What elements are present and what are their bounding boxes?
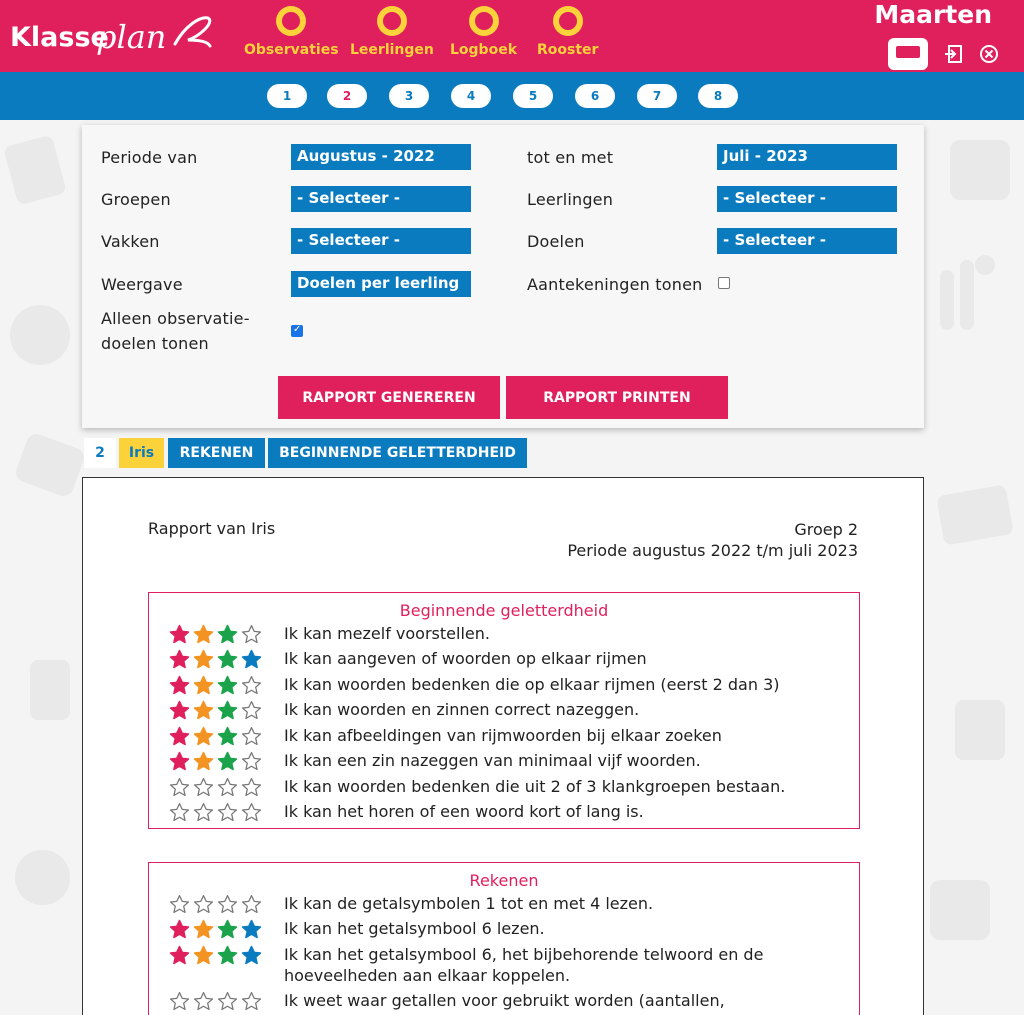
goal-row [169,699,834,721]
tab-rekenen[interactable]: REKENEN [168,438,265,468]
star-filled-icon [217,751,238,771]
star-rating [169,623,284,644]
goal-text: Ik kan het getalsymbool 6, het bijbehorende telwoord en de hoeveelheden aan elkaar koppelen. [284,945,764,985]
star-empty-icon [241,991,262,1011]
nav-label: Observaties [244,42,339,58]
leerlingen-select[interactable]: - Selecteer - [717,186,897,212]
star-empty-icon [217,991,238,1011]
leerlingen-label: Leerlingen [527,190,614,209]
target-icon [276,6,306,36]
print-report-button[interactable]: RAPPORT PRINTEN [506,376,728,419]
goal-text: Ik kan mezelf voorstellen. [284,624,490,643]
star-empty-icon [241,700,262,720]
star-empty-icon [217,802,238,822]
group-pill-6[interactable]: 6 [575,84,615,108]
star-rating [169,674,284,695]
group-pill-4[interactable]: 4 [451,84,491,108]
group-selector-bar [0,72,1024,120]
group-pill-5[interactable]: 5 [513,84,553,108]
schedule-icon [553,6,583,36]
report-meta [567,519,858,561]
report-filter-panel [82,125,924,428]
star-rating [169,990,284,1011]
section-title: Rekenen [469,871,539,890]
star-empty-icon [241,802,262,822]
doelen-select[interactable]: - Selecteer - [717,228,897,254]
goal-row [169,725,834,747]
observatie-checkbox[interactable] [291,325,303,337]
tab-group[interactable]: 2 [84,438,116,468]
star-rating [169,918,284,939]
nav-leerlingen[interactable] [350,6,434,58]
star-empty-icon [217,777,238,797]
star-filled-icon [193,649,214,669]
star-filled-icon [217,624,238,644]
star-rating [169,776,284,797]
report-period: Periode augustus 2022 t/m juli 2023 [567,541,858,560]
goal-row [169,674,834,696]
star-rating [169,893,284,914]
star-empty-icon [241,675,262,695]
group-pill-3[interactable]: 3 [389,84,429,108]
goal-text: Ik kan aangeven of woorden op elkaar rijmen [284,649,647,668]
star-filled-icon [169,675,190,695]
star-filled-icon [217,700,238,720]
tot-en-met-label: tot en met [527,148,614,167]
star-empty-icon [241,726,262,746]
goal-row [169,918,834,940]
goal-row [169,893,834,915]
star-empty-icon [169,991,190,1011]
star-empty-icon [169,894,190,914]
star-empty-icon [241,894,262,914]
star-filled-icon [193,700,214,720]
star-filled-icon [217,945,238,965]
star-filled-icon [217,726,238,746]
star-empty-icon [193,991,214,1011]
report-group: Groep 2 [794,520,858,539]
star-empty-icon [241,624,262,644]
star-empty-icon [193,802,214,822]
goal-row [169,623,834,645]
nav-observaties[interactable] [244,6,339,58]
star-filled-icon [169,919,190,939]
goal-text: Ik kan een zin nazeggen van minimaal vijf woorden. [284,751,701,770]
aantekeningen-checkbox[interactable] [718,277,730,289]
vakken-select[interactable]: - Selecteer - [291,228,471,254]
report-title: Rapport van Iris [148,519,276,538]
goal-text: Ik kan het getalsymbool 6 lezen. [284,919,545,938]
generate-report-button[interactable]: RAPPORT GENEREREN [278,376,500,419]
periode-van-select[interactable]: Augustus - 2022 [291,144,471,170]
star-empty-icon [241,751,262,771]
aantekeningen-label: Aantekeningen tonen [527,275,703,294]
goal-text: Ik weet waar getallen voor gebruikt worden (aantallen, [284,991,725,1010]
star-filled-icon [193,945,214,965]
doelen-label: Doelen [527,232,585,251]
group-pill-8[interactable]: 8 [698,84,738,108]
star-rating [169,699,284,720]
star-filled-icon [241,649,262,669]
section-title: Beginnende geletterdheid [399,601,609,620]
top-header [0,0,1024,72]
star-filled-icon [169,945,190,965]
group-pill-1[interactable]: 1 [267,84,307,108]
goal-text: Ik kan het horen of een woord kort of lang is. [284,802,644,821]
star-empty-icon [193,894,214,914]
observatie-label-line2: doelen tonen [101,334,209,353]
report-document [82,477,924,1015]
star-filled-icon [169,726,190,746]
goal-text: Ik kan woorden bedenken die op elkaar rijmen (eerst 2 dan 3) [284,675,780,694]
profile-card-icon[interactable] [888,38,928,70]
star-filled-icon [169,751,190,771]
goal-text: Ik kan de getalsymbolen 1 tot en met 4 lezen. [284,894,654,913]
tab-beginnende-geletterdheid[interactable]: BEGINNENDE GELETTERDHEID [268,438,527,468]
nav-logboek[interactable] [450,6,517,58]
nav-rooster[interactable] [537,6,598,58]
groepen-select[interactable]: - Selecteer - [291,186,471,212]
periode-van-label: Periode van [101,148,198,167]
star-filled-icon [241,945,262,965]
star-filled-icon [169,624,190,644]
star-filled-icon [193,624,214,644]
star-empty-icon [193,777,214,797]
observatie-label-line1: Alleen observatie- [101,309,250,328]
nav-label: Leerlingen [350,42,434,58]
groepen-label: Groepen [101,190,171,209]
star-empty-icon [241,777,262,797]
nav-label: Logboek [450,42,518,58]
group-pill-7[interactable]: 7 [637,84,677,108]
svg-text:plan: plan [96,18,167,56]
section-rekenen [148,862,860,1015]
star-filled-icon [193,675,214,695]
logbook-icon [469,6,499,36]
goal-row [169,801,834,823]
star-empty-icon [217,894,238,914]
tab-student-iris[interactable]: Iris [119,438,164,468]
star-filled-icon [241,919,262,939]
goal-text: Ik kan afbeeldingen van rijmwoorden bij elkaar zoeken [284,726,722,745]
tot-en-met-select[interactable]: Juli - 2023 [717,144,897,170]
logo-image [10,6,220,64]
star-rating [169,725,284,746]
user-name: Maarten [874,0,992,29]
star-filled-icon [193,726,214,746]
star-filled-icon [169,700,190,720]
goal-row [169,944,834,985]
star-filled-icon [217,919,238,939]
star-rating [169,801,284,822]
goal-text: Ik kan woorden bedenken die uit 2 of 3 klankgroepen bestaan. [284,777,786,796]
goal-row [169,648,834,670]
goal-text: Ik kan woorden en zinnen correct nazeggen. [284,700,640,719]
star-empty-icon [169,802,190,822]
star-empty-icon [169,777,190,797]
weergave-label: Weergave [101,275,183,294]
user-actions [888,38,1000,70]
star-filled-icon [193,919,214,939]
svg-text:Klasse: Klasse [10,22,109,53]
star-filled-icon [217,649,238,669]
students-icon [377,6,407,36]
group-pill-2[interactable]: 2 [327,84,367,108]
star-rating [169,944,284,965]
close-icon[interactable] [978,43,1000,65]
goal-row [169,990,834,1012]
goal-row [169,776,834,798]
star-filled-icon [169,649,190,669]
weergave-select[interactable]: Doelen per leerling [291,271,471,297]
star-filled-icon [193,751,214,771]
star-rating [169,750,284,771]
goal-row [169,750,834,772]
nav-label: Rooster [537,42,599,58]
logout-icon[interactable] [942,43,964,65]
vakken-label: Vakken [101,232,160,251]
star-rating [169,648,284,669]
section-beginnende-geletterdheid [148,592,860,829]
app-logo[interactable] [10,6,220,64]
star-filled-icon [217,675,238,695]
